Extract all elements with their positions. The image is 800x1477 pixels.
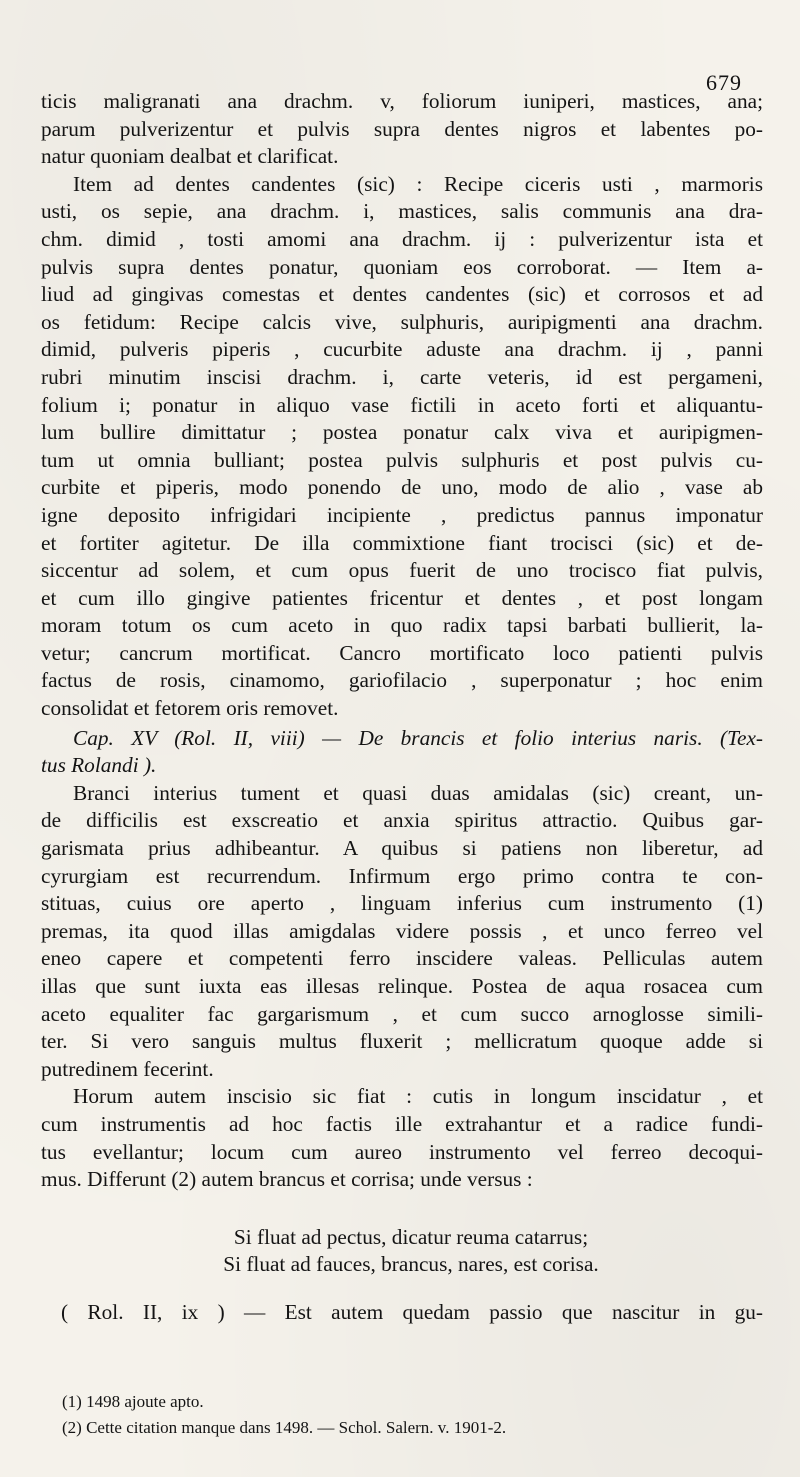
text-line: et cum illo gingive patientes fricentur et dentes , et post longam <box>41 585 763 610</box>
text-line: dimid, pulveris piperis , cucurbite aduste ana drachm. ij , panni <box>41 337 763 362</box>
paragraph-2 <box>41 171 763 723</box>
text-line: cum instrumentis ad hoc factis ille extrahantur et a radice fundi- <box>41 1111 763 1136</box>
text-line: mus. Differunt (2) autem brancus et corrisa; unde versus : <box>41 1167 533 1192</box>
text-line: folium i; ponatur in aliquo vase fictili in aceto forti et aliquantu- <box>41 392 763 417</box>
footnotes <box>62 1389 762 1441</box>
chapter-heading-line: Cap. XV (Rol. II, viii) — De brancis et folio interius naris. (Tex- <box>73 725 763 750</box>
text-line: ticis maligranati ana drachm. v, foliorum iuniperi, mastices, ana; <box>41 89 763 113</box>
text-line: cyrurgiam est recurrendum. Infirmum ergo primo contra te con- <box>41 863 763 888</box>
text-line: vetur; cancrum mortificat. Cancro mortificato loco patienti pulvis <box>41 640 763 665</box>
page-number: 679 <box>706 70 742 95</box>
text-line: consolidat et fetorem oris removet. <box>41 696 339 721</box>
paragraph-1 <box>41 88 763 171</box>
text-line: pulvis supra dentes ponatur, quoniam eos corroborat. — Item a- <box>41 254 763 279</box>
text-line: os fetidum: Recipe calcis vive, sulphuris, auripigmenti ana drachm. <box>41 309 763 334</box>
footnote-1: (1) 1498 ajoute apto. <box>62 1392 204 1411</box>
text-line: eneo capere et competenti ferro inscidere valeas. Pelliculas autem <box>41 946 763 971</box>
text-line: de difficilis est exscreatio et anxia spiritus attractio. Quibus gar- <box>41 808 763 833</box>
text-line: liud ad gingivas comestas et dentes candentes (sic) et corrosos et ad <box>41 282 763 307</box>
text-line: garismata prius adhibeantur. A quibus si patiens non liberetur, ad <box>41 836 763 861</box>
text-line: Item ad dentes candentes (sic) : Recipe ciceris usti , marmoris <box>73 171 763 196</box>
text-line: parum pulverizentur et pulvis supra dentes nigros et labentes po- <box>41 116 763 141</box>
paragraph-3 <box>41 780 763 1084</box>
text-line: igne deposito infrigidari incipiente , predictus pannus imponatur <box>41 502 763 527</box>
verse-line: Si fluat ad fauces, brancus, nares, est corisa. <box>223 1252 599 1277</box>
verse-block <box>131 1224 691 1279</box>
text-line: stituas, cuius ore aperto , linguam inferius cum instrumento (1) <box>41 891 763 916</box>
text-line: putredinem fecerint. <box>41 1056 214 1081</box>
verse-line: Si fluat ad pectus, dicatur reuma catarrus; <box>233 1224 589 1249</box>
text-line: natur quoniam dealbat et clarificat. <box>41 144 339 169</box>
paragraph-4 <box>41 1083 763 1193</box>
text-line: Horum autem inscisio sic fiat : cutis in longum inscidatur , et <box>73 1084 763 1109</box>
text-line: curbite et piperis, modo ponendo de uno, modo de alio , vase ab <box>41 475 763 500</box>
paragraph-5 <box>41 1299 763 1327</box>
text-line: ter. Si vero sanguis multus fluxerit ; mellicratum quoque adde si <box>41 1029 763 1054</box>
text-line: siccentur ad solem, et cum opus fuerit de uno trocisco fiat pulvis, <box>41 558 763 583</box>
text-line: tum ut omnia bulliant; postea pulvis sulphuris et post pulvis cu- <box>41 447 763 472</box>
text-line: ( Rol. II, ix ) — Est autem quedam passio que nascitur in gu- <box>61 1299 763 1324</box>
text-line: tus evellantur; locum cum aureo instrumento vel ferreo decoqui- <box>41 1139 763 1164</box>
chapter-heading <box>41 725 763 780</box>
text-line: moram totum os cum aceto in quo radix tapsi barbati bullierit, la- <box>41 613 763 638</box>
text-line: premas, ita quod illas amigdalas videre possis , et unco ferreo vel <box>41 918 763 943</box>
footnote-2: (2) Cette citation manque dans 1498. — Schol. Salern. v. 1901-2. <box>62 1418 507 1437</box>
text-line: factus de rosis, cinamomo, gariofilacio , superponatur ; hoc enim <box>41 668 763 693</box>
text-line: chm. dimid , tosti amomi ana drachm. ij : pulverizentur ista et <box>41 226 763 251</box>
text-line: aceto equaliter fac gargarismum , et cum succo arnoglosse simili- <box>41 1001 763 1026</box>
text-line: rubri minutim inscisi drachm. i, carte veteris, id est pergameni, <box>41 364 763 389</box>
text-line: usti, os sepie, ana drachm. i, mastices, salis communis ana dra- <box>41 199 763 224</box>
text-line: illas que sunt iuxta eas illesas relinque. Postea de aqua rosacea cum <box>41 974 763 998</box>
text-line: et fortiter agitetur. De illa commixtione fiant trocisci (sic) et de- <box>41 530 763 555</box>
text-line: lum bullire dimittatur ; postea ponatur calx viva et auripigmen- <box>41 420 763 445</box>
body-text <box>41 88 763 1327</box>
chapter-heading-line: tus Rolandi ). <box>41 753 157 778</box>
text-line: Branci interius tument et quasi duas amidalas (sic) creant, un- <box>73 780 763 805</box>
